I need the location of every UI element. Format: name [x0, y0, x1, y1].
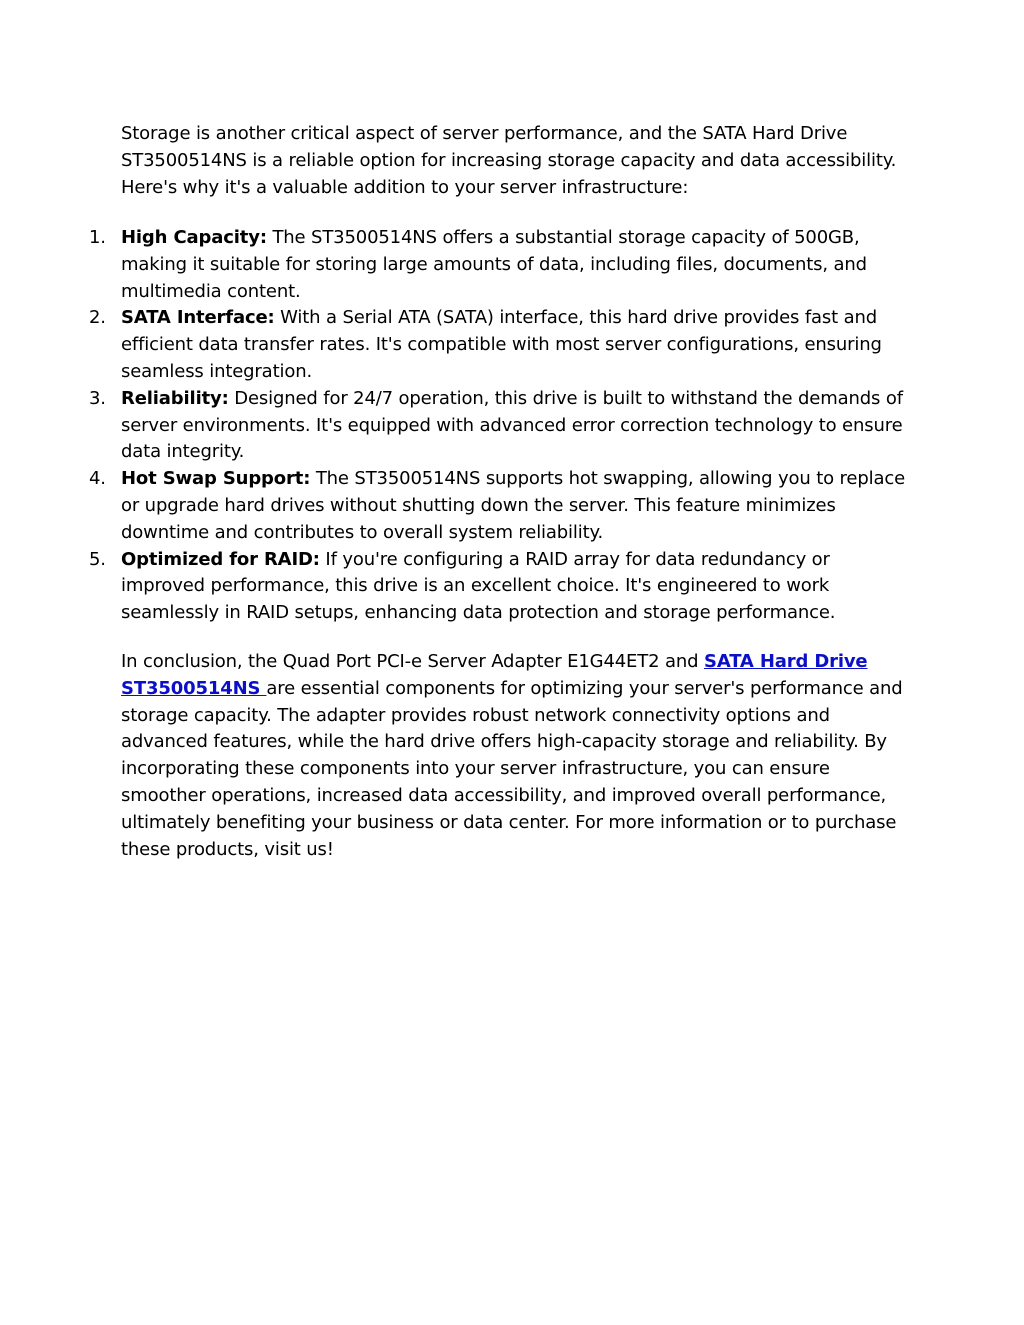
feature-item-raid	[89, 547, 911, 627]
conclusion-text-after: are essential components for optimizing your server's performance and storage capacity. The adapter provides robust network connectivity options and advanced features, while the hard drive offers high-capacity storage and reliability. By incorporating these components into your server infrastructure, you can ensure smoother operations, increased data accessibility, and improved overall performance, ultimately benefiting your business or data center. For more information or to purchase these products, visit us!	[121, 677, 903, 860]
intro-paragraph: Storage is another critical aspect of server performance, and the SATA Hard Drive ST3500514NS is a reliable option for increasing storage capacity and data accessibility. Here's why it's a valuable addition to your server infrastructure:	[121, 123, 897, 198]
list-number: 3.	[89, 387, 106, 409]
feature-text: Designed for 24/7 operation, this drive is built to withstand the demands of server environments. It's equipped with advanced error correction technology to ensure data integrity.	[121, 387, 903, 463]
feature-item-reliability	[89, 386, 911, 466]
feature-item-high-capacity	[89, 225, 911, 305]
list-number: 4.	[89, 468, 106, 490]
feature-term: SATA Interface:	[121, 307, 275, 329]
feature-item-hot-swap	[89, 466, 911, 546]
feature-text: The ST3500514NS offers a substantial storage capacity of 500GB, making it suitable for storing large amounts of data, including files, documents, and multimedia content.	[121, 227, 867, 302]
feature-term: High Capacity:	[121, 227, 267, 248]
feature-list	[89, 225, 911, 627]
feature-item-sata-interface	[89, 305, 911, 385]
list-number: 5.	[89, 548, 106, 570]
feature-term: Optimized for RAID:	[121, 548, 320, 570]
conclusion-text-before: In conclusion, the Quad Port PCI-e Server Adapter E1G44ET2 and	[121, 651, 704, 672]
list-number: 1.	[89, 227, 106, 248]
list-number: 2.	[89, 307, 106, 329]
feature-text: If you're configuring a RAID array for data redundancy or improved performance, this drive is an excellent choice. It's engineered to work seamlessly in RAID setups, enhancing data protection and storage performance.	[121, 548, 836, 624]
feature-term: Hot Swap Support:	[121, 468, 311, 490]
feature-term: Reliability:	[121, 387, 229, 409]
feature-text: With a Serial ATA (SATA) interface, this hard drive provides fast and efficient data transfer rates. It's compatible with most server configurations, ensuring seamless integration.	[121, 307, 882, 382]
sata-hard-drive-link[interactable]: SATA Hard Drive ST3500514NS	[121, 651, 868, 699]
conclusion-paragraph	[121, 649, 911, 863]
feature-text: The ST3500514NS supports hot swapping, allowing you to replace or upgrade hard drives without shutting down the server. This feature minimizes downtime and contributes to overall system reliability.	[121, 468, 906, 543]
